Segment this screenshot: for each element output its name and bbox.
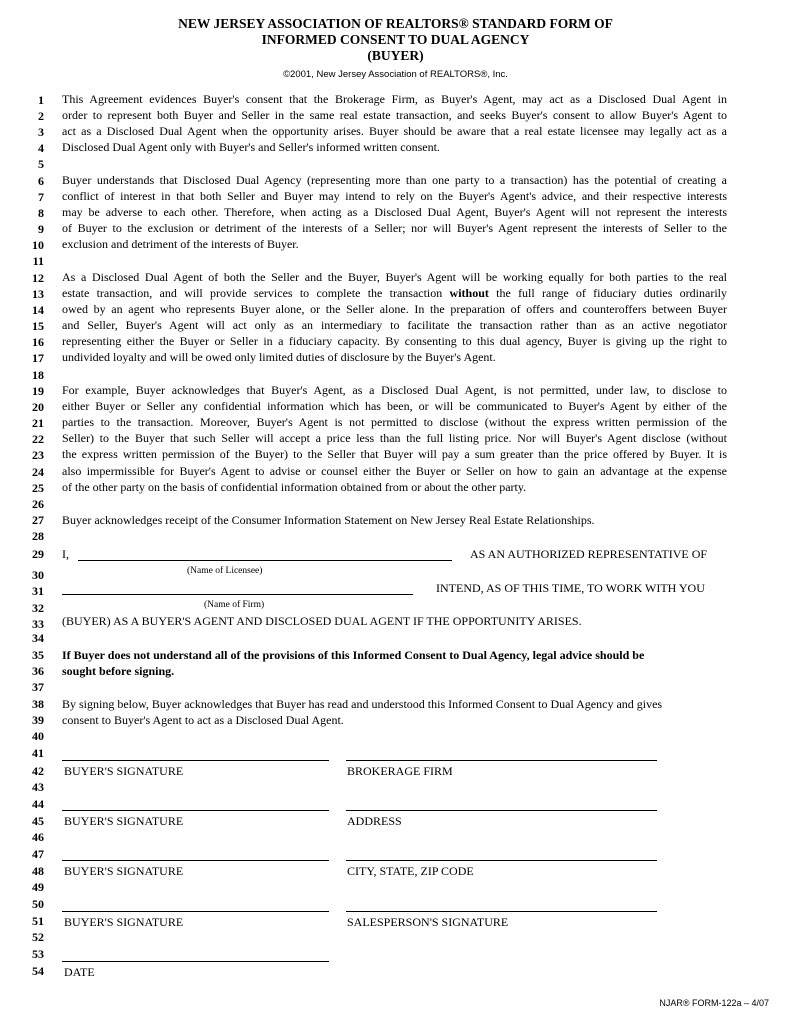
form-number-footer: NJAR® FORM-122a – 4/07 (659, 998, 769, 1008)
text-line (62, 286, 727, 300)
licensee-prefix: I, (62, 547, 69, 561)
line-number: 54 (32, 964, 44, 978)
text-line: As a Disclosed Dual Agent of both the Seller and the Buyer, Buyer's Agent will be working equally for both parties to the real (62, 270, 727, 284)
text-line: If Buyer does not understand all of the provisions of this Informed Consent to Dual Agency, legal advice should be (62, 648, 645, 662)
text-line: Buyer understands that Disclosed Dual Agency (representing more than one party to a transaction) has the potential of creating a (62, 173, 727, 187)
line-number: 32 (32, 601, 44, 615)
brokerage-firm-label: BROKERAGE FIRM (347, 764, 453, 778)
line-number: 37 (32, 680, 44, 694)
line-number: 12 (32, 271, 44, 285)
form-title-line-3: (BUYER) (367, 48, 424, 63)
line-number: 8 (38, 206, 44, 220)
buyer-signature-label: BUYER'S SIGNATURE (64, 864, 184, 878)
address-line[interactable] (346, 810, 657, 811)
text-line: representing either the Buyer or Seller in a fiduciary capacity. By consenting to this dual agency, Buyer is giving up the right to (62, 334, 727, 348)
line-number: 42 (32, 764, 44, 778)
salesperson-signature-line[interactable] (346, 911, 657, 912)
line-number: 39 (32, 713, 44, 727)
text-line: conflict of interest in that both Seller and Buyer may intend to rely on the Buyer's Agent's advice, and their respective interests (62, 189, 727, 203)
buyer-signature-label: BUYER'S SIGNATURE (64, 764, 184, 778)
line-number: 33 (32, 617, 44, 631)
line-number: 44 (32, 797, 44, 811)
text-line: Disclosed Dual Agent only with Buyer's and Seller's informed written consent. (62, 140, 440, 154)
licensee-name-caption: (Name of Licensee) (187, 566, 263, 576)
date-line[interactable] (62, 961, 329, 962)
text-line: undivided loyalty and will be owed only limited duties of disclosure by the Buyer's Agent. (62, 350, 496, 364)
line-number: 48 (32, 864, 44, 878)
text-line: either Buyer or Seller any confidential information which has been, or will be communicated to Buyer's Agent by either of the (62, 399, 727, 413)
line-number: 43 (32, 780, 44, 794)
line-number: 14 (32, 303, 44, 317)
line-number: 52 (32, 930, 44, 944)
text-line: For example, Buyer acknowledges that Buyer's Agent, as a Disclosed Dual Agent, is not permitted, under law, to disclose to (62, 383, 727, 397)
licensee-name-line[interactable] (78, 560, 452, 561)
buyer-signature-label: BUYER'S SIGNATURE (64, 814, 184, 828)
line-number: 23 (32, 448, 44, 462)
line-number: 13 (32, 287, 44, 301)
copyright-notice: ©2001, New Jersey Association of REALTORS®, Inc. (283, 69, 508, 80)
brokerage-firm-line[interactable] (346, 760, 657, 761)
text-line: of Buyer to the exclusion or detriment of the interests of a Seller; nor will Buyer's Agent represent the interests of Seller to the (62, 221, 727, 235)
buyer-signature-line[interactable] (62, 911, 329, 912)
line-number: 4 (38, 141, 44, 155)
line-number: 18 (32, 368, 44, 382)
text-line: the express written permission of the Buyer) to the Seller that Buyer will pay a sum greater than the price offered by Buyer. It is (62, 447, 727, 461)
line-number: 7 (38, 190, 44, 204)
line-number: 31 (32, 584, 44, 598)
line-number: 1 (38, 93, 44, 107)
line-number: 34 (32, 631, 44, 645)
line-number: 47 (32, 847, 44, 861)
line-number: 41 (32, 746, 44, 760)
line-number: 24 (32, 465, 44, 479)
city-state-zip-label: CITY, STATE, ZIP CODE (347, 864, 474, 878)
line-number: 40 (32, 729, 44, 743)
text-line: This Agreement evidences Buyer's consent that the Brokerage Firm, as Buyer's Agent, may act as a Disclosed Dual Agent in (62, 92, 727, 106)
date-label: DATE (64, 965, 95, 979)
text-line: may be adverse to each other. Therefore, when acting as a Disclosed Dual Agent, Buyer's Agent will not represent the interests (62, 205, 727, 219)
line-number: 15 (32, 319, 44, 333)
line-number: 11 (32, 254, 44, 268)
text-span: the full range of fiduciary duties ordinarily (488, 286, 727, 300)
buyer-agency-statement: (BUYER) AS A BUYER'S AGENT AND DISCLOSED DUAL AGENT IF THE OPPORTUNITY ARISES. (62, 614, 582, 628)
buyer-signature-line[interactable] (62, 810, 329, 811)
text-line: and Seller, Buyer's Agent will act only as an intermediary to facilitate the transaction rather than as an active negotiator (62, 318, 727, 332)
line-number: 3 (38, 125, 44, 139)
line-number: 10 (32, 238, 44, 252)
line-number: 2 (38, 109, 44, 123)
line-number: 51 (32, 914, 44, 928)
buyer-signature-line[interactable] (62, 760, 329, 761)
address-label: ADDRESS (347, 814, 402, 828)
line-number: 50 (32, 897, 44, 911)
line-number: 38 (32, 697, 44, 711)
firm-name-line[interactable] (62, 594, 413, 595)
line-number: 36 (32, 664, 44, 678)
text-line: act as a Disclosed Dual Agent when the opportunity arises. Buyer should be aware that a real estate licensee may legally act as a (62, 124, 727, 138)
line-number: 22 (32, 432, 44, 446)
text-span: estate transaction, and will provide services to complete the transaction (62, 286, 450, 300)
line-number: 26 (32, 497, 44, 511)
line-number: 45 (32, 814, 44, 828)
text-line: parties to the transaction. Moreover, Buyer's Agent is not permitted to disclose (without the express written permission of the (62, 415, 727, 429)
line-number: 9 (38, 222, 44, 236)
line-number: 5 (38, 157, 44, 171)
line-number: 17 (32, 351, 44, 365)
form-title-line-2: INFORMED CONSENT TO DUAL AGENCY (261, 32, 530, 47)
line-number: 19 (32, 384, 44, 398)
emphasis-without: without (449, 286, 489, 300)
text-line: also impermissible for Buyer's Agent to advise or counsel either the Buyer or Seller on how to gain an advantage at the expense (62, 464, 727, 478)
buyer-signature-label: BUYER'S SIGNATURE (64, 915, 184, 929)
intend-text: INTEND, AS OF THIS TIME, TO WORK WITH YOU (436, 581, 705, 595)
text-line: By signing below, Buyer acknowledges that Buyer has read and understood this Informed Consent to Dual Agency and gives (62, 697, 663, 711)
line-number: 29 (32, 547, 44, 561)
salesperson-signature-label: SALESPERSON'S SIGNATURE (347, 915, 509, 929)
buyer-signature-line[interactable] (62, 860, 329, 861)
line-number: 28 (32, 529, 44, 543)
line-number: 25 (32, 481, 44, 495)
firm-name-caption: (Name of Firm) (204, 600, 265, 610)
line-number: 30 (32, 568, 44, 582)
line-number: 46 (32, 830, 44, 844)
line-number: 21 (32, 416, 44, 430)
paragraph-cis-receipt: Buyer acknowledges receipt of the Consumer Information Statement on New Jersey Real Estate Relationships. (62, 513, 595, 527)
line-number: 16 (32, 335, 44, 349)
text-line: exclusion and detriment of the interests of Buyer. (62, 237, 299, 251)
city-state-zip-line[interactable] (346, 860, 657, 861)
line-number: 49 (32, 880, 44, 894)
form-title-line-1: NEW JERSEY ASSOCIATION OF REALTORS® STANDARD FORM OF (178, 16, 613, 31)
line-number: 6 (38, 174, 44, 188)
line-number: 27 (32, 513, 44, 527)
authorized-rep-text: AS AN AUTHORIZED REPRESENTATIVE OF (470, 547, 708, 561)
text-line: sought before signing. (62, 664, 175, 678)
text-line: order to represent both Buyer and Seller in the same real estate transaction, and seeks Buyer's consent to allow Buyer's Agent to (62, 108, 727, 122)
line-number: 53 (32, 947, 44, 961)
line-number: 20 (32, 400, 44, 414)
line-number: 35 (32, 648, 44, 662)
text-line: consent to Buyer's Agent to act as a Disclosed Dual Agent. (62, 713, 344, 727)
text-line: owed by an agent who represents Buyer alone, or the Seller alone. In the preparation of offers and counteroffers between Buyer (62, 302, 727, 316)
text-line: Seller) to the Buyer that such Seller will accept a price less than the full listing price. Nor will Buyer's Agent disclose (without (62, 431, 727, 445)
text-line: of the other party on the basis of confidential information obtained from or about the other party. (62, 480, 527, 494)
